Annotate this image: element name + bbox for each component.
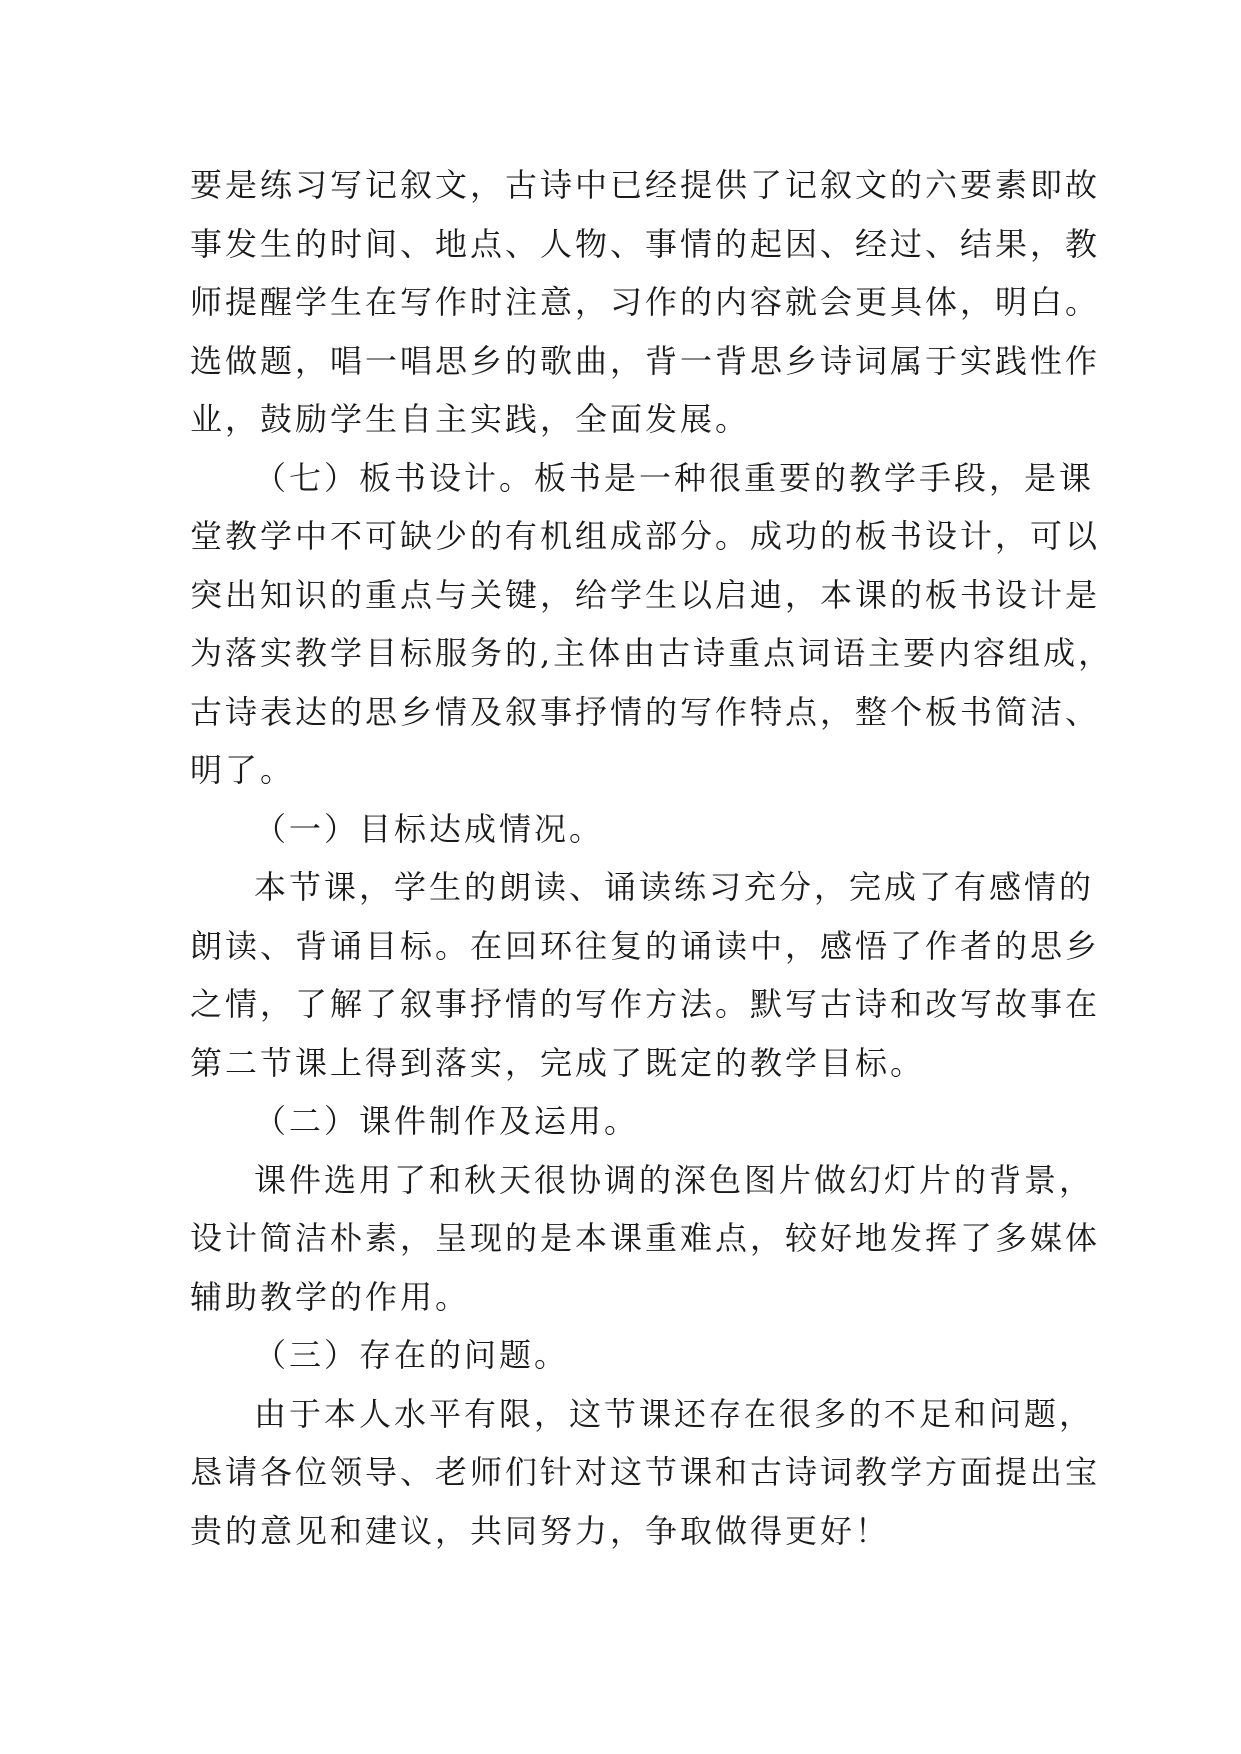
text-line: 朗读、背诵目标。在回环往复的诵读中，感悟了作者的思乡	[190, 926, 1101, 965]
text-line: 突出知识的重点与关键，给学生以启迪，本课的板书设计是	[190, 575, 1101, 614]
text-line: 为落实教学目标服务的,主体由古诗重点词语主要内容组成，	[190, 634, 1114, 672]
text-line: 选做题，唱一唱思乡的歌曲，背一背思乡诗词属于实践性作	[190, 341, 1101, 380]
text-line: 事发生的时间、地点、人物、事情的起因、经过、结果，教	[190, 224, 1101, 263]
text-line: 第二节课上得到落实，完成了既定的教学目标。	[190, 1043, 926, 1082]
text-line: 师提醒学生在写作时注意，习作的内容就会更具体，明白。	[190, 283, 1101, 321]
text-line: 业，鼓励学生自主实践，全面发展。	[190, 400, 751, 438]
text-line: 古诗表达的思乡情及叙事抒情的写作特点，整个板书简洁、	[190, 692, 1101, 731]
text-line-paragraph-start: 由于本人水平有限，这节课还存在很多的不足和问题，	[254, 1394, 1095, 1433]
text-line: 设计简洁朴素，呈现的是本课重难点，较好地发挥了多媒体	[190, 1219, 1101, 1257]
text-line-section-heading: （一）目标达成情况。	[254, 809, 605, 848]
text-line: 要是练习写记叙文，古诗中已经提供了记叙文的六要素即故	[190, 166, 1101, 204]
text-line: 明了。	[190, 751, 296, 789]
text-line-paragraph-start: 课件选用了和秋天很协调的深色图片做幻灯片的背景，	[254, 1160, 1095, 1199]
text-line: 堂教学中不可缺少的有机组成部分。成功的板书设计，可以	[190, 517, 1101, 555]
text-line-section-heading: （七）板书设计。板书是一种很重要的教学手段，是课	[254, 458, 1095, 497]
text-line: 之情，了解了叙事抒情的写作方法。默写古诗和改写故事在	[190, 985, 1101, 1023]
text-line: 恳请各位领导、老师们针对这节课和古诗词教学方面提出宝	[190, 1453, 1101, 1491]
body-text	[190, 156, 1114, 1560]
text-line: 贵的意见和建议，共同努力，争取做得更好！	[190, 1511, 891, 1550]
text-line-section-heading: （三）存在的问题。	[254, 1336, 570, 1374]
text-line-section-heading: （二）课件制作及运用。	[254, 1102, 640, 1140]
text-line: 辅助教学的作用。	[190, 1277, 471, 1316]
text-line-paragraph-start: 本节课，学生的朗读、诵读练习充分，完成了有感情的	[254, 868, 1095, 906]
